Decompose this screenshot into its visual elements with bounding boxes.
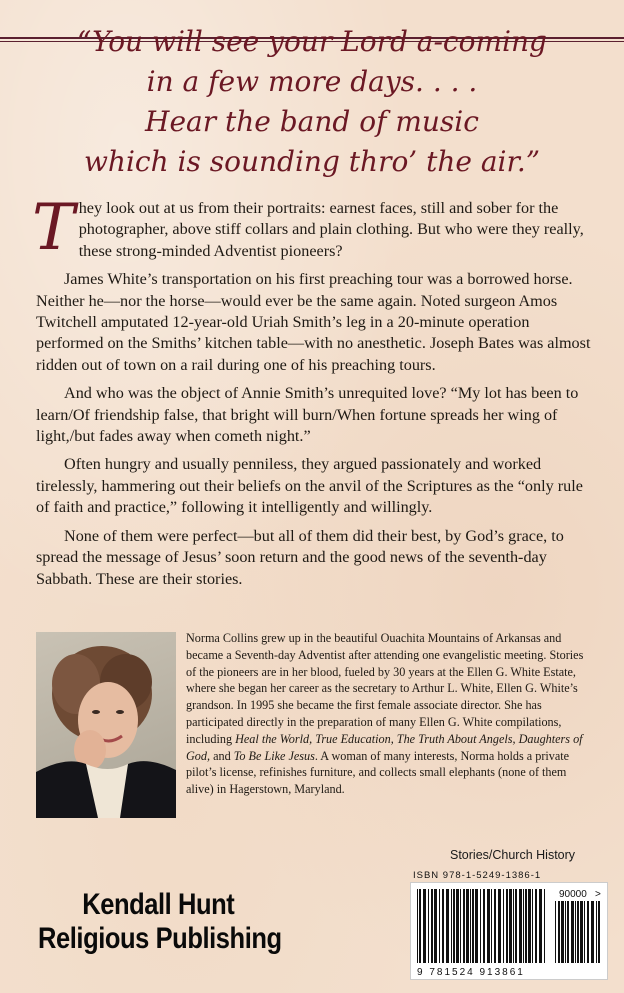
author-bio-text-1: Norma Collins grew up in the beautiful Ouachita Mountains of Arkansas and became a Seventh-day Adventist after attending one evangelistic meeting. Stories of the pioneers are in her blood, fueled by 30 years at the Ellen G. White Estate, where she began her career as the secretary to Arthur L. White, Ellen G. White’s grandson. In 1995 she became the first female associate director. She has participated directly in the preparation of many Ellen G. White compilations, including [186,631,584,746]
barcode-bar [460,889,461,963]
barcode-addon-bars [555,901,600,963]
barcode-bar [483,889,485,963]
author-bio-titles-2: To Be Like Jesus [233,748,315,763]
author-photo [36,632,176,818]
isbn-number: ISBN 978-1-5249-1386-1 [413,870,542,881]
barcode-bar [417,889,418,963]
barcode-bar [565,901,566,963]
barcode-bar [419,889,421,963]
category-label: Stories/Church History [450,848,576,862]
publisher-line-2: Religious Publishing [38,922,282,955]
barcode-bar [598,901,600,963]
barcode-bar [487,889,490,963]
barcode-bar [439,889,440,963]
quote-line-3: Hear the band of music [145,105,479,138]
barcode-bar [519,889,522,963]
author-portrait-illustration [36,632,176,818]
barcode-bar [446,889,449,963]
author-bio-text-2: and [210,748,234,763]
barcode-bar [575,901,576,963]
barcode-bar [451,889,452,963]
barcode-bar [431,889,433,963]
barcode-bar [523,889,524,963]
back-cover-blurb [32,191,592,597]
barcode [410,882,608,980]
barcode-bar [513,889,514,963]
hymn-quote [60,22,564,182]
barcode-bar [577,901,579,963]
barcode-bar [584,901,585,963]
barcode-graphic [411,883,607,979]
barcode-bar [528,889,531,963]
quote-line-4: which is sounding thro’ the air.” [83,145,541,178]
barcode-bar [571,901,574,963]
barcode-bar [498,889,501,963]
barcode-bar [525,889,527,963]
barcode-bar [596,901,597,963]
barcode-bar [535,889,537,963]
quote-line-2: in a few more days. . . . [146,65,478,98]
barcode-bar [463,889,465,963]
barcode-bar [466,889,469,963]
barcode-bar [506,889,508,963]
blurb-paragraph-3: And who was the object of Annie Smith’s unrequited love? “My lot has been to learn/Of friendship false, that bright will burn/When fortune spreads her wing of light,/but fades away when cometh night.” [36,384,579,446]
barcode-bar [442,889,444,963]
barcode-bar [509,889,512,963]
barcode-bar [494,889,496,963]
blurb-paragraph-2: James White’s transportation on his first preaching tour was a borrowed horse. Neither he—nor the horse—would ever be the same again. Noted surgeon Amos Twitchell amputated 12-year-old Uriah Smith’s leg in a 20-minute operation performed on the Smiths’ kitchen table—with no anesthetic. Joseph Bates was almost ridden out of town on a rail during one of his preaching tours. [36,270,591,374]
barcode-bar [587,901,589,963]
barcode-bar [428,889,429,963]
barcode-bar [532,889,533,963]
barcode-bar [423,889,426,963]
barcode-bar [470,889,471,963]
barcode-bar [558,901,560,963]
barcode-bar [567,901,569,963]
price-code: 90000 [559,889,587,900]
author-bio-text-3: . A woman of many interests, Norma holds a private pilot’s license, refinishes furniture, and collects small elephants (none of them alive) in Hagerstown, Maryland. [186,748,570,797]
barcode-bar [539,889,542,963]
barcode-bar [544,889,545,963]
barcode-bar [475,889,478,963]
barcode-bar [561,901,564,963]
barcode-bar [503,889,504,963]
drop-cap: T [32,191,75,265]
barcode-bar [491,889,492,963]
barcode-bar [456,889,459,963]
barcode-bar [591,901,594,963]
barcode-bar [434,889,437,963]
barcode-bar [580,901,583,963]
author-bio-titles-1: Heal the World, True Education, The Truth About Angels, Daughters of God, [186,731,583,763]
barcode-bar [555,901,556,963]
barcode-bar [472,889,474,963]
blurb-paragraph-5: None of them were perfect—but all of them did their best, by God’s grace, to spread the message of Jesus’ soon return and the good news of the seventh-day Sabbath. These are their stories. [36,526,564,588]
barcode-main-bars [417,889,545,963]
barcode-bar [480,889,481,963]
blurb-paragraph-4: Often hungry and usually penniless, they argued passionately and worked tirelessly, hammering out their beliefs on the anvil of the Scriptures as the “only rule of faith and practice,” following it intelligently and willingly. [36,455,583,517]
publisher-line-1: Kendall Hunt [82,888,235,921]
quote-line-1: “You will see your Lord a-coming [77,25,547,58]
barcode-bar [515,889,517,963]
publisher-logo [38,888,338,956]
barcode-digits: 9 781524 913861 [417,967,525,978]
barcode-bar [453,889,455,963]
blurb-paragraph-1 [32,191,592,265]
barcode-arrow: > [595,889,601,900]
author-bio [186,630,590,798]
blurb-paragraph-1-text: hey look out at us from their portraits: earnest faces, still and sober for the photographer, above stiff collars and plain clothing. But who were they really, these strong-minded Adventist pioneers? [78,199,584,260]
